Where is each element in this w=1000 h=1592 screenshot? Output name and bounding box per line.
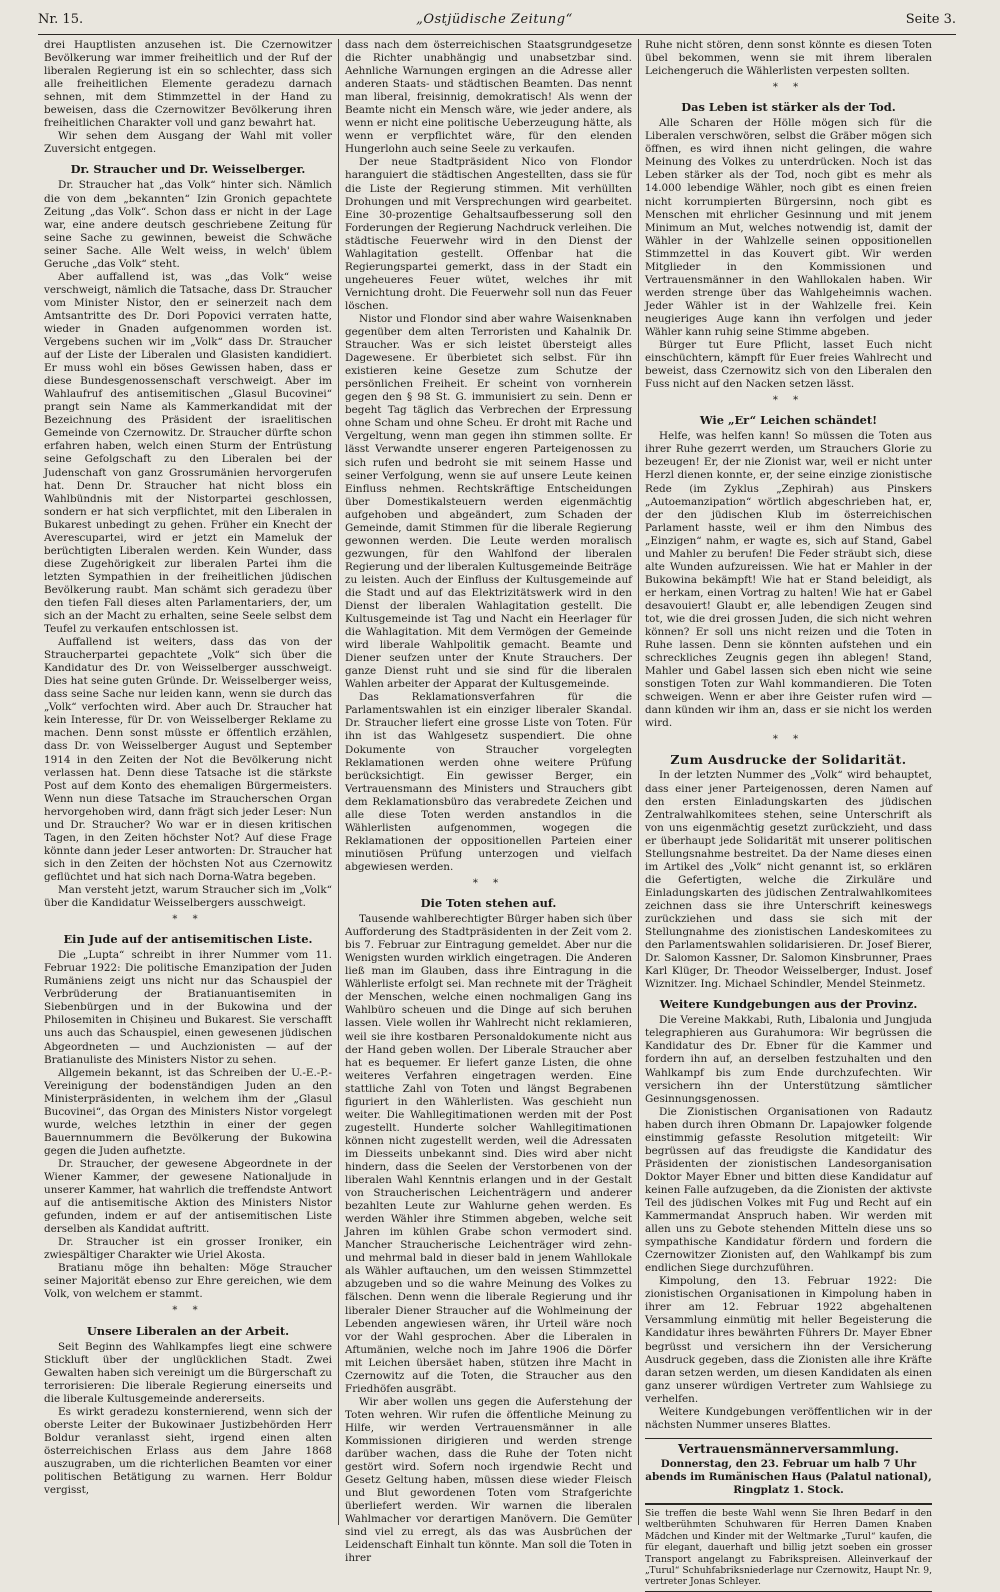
paragraph: Seit Beginn des Wahlkampfes liegt eine schwere Stickluft über der unglücklichen Stadt. Zwei Gewalten haben sich vereinigt um die Bürgerschaft zu terrorisieren: Die liberale Regierung einerseits und die liberale Kultusgemeinde andererseits. <box>44 1340 332 1405</box>
paragraph: Weitere Kundgebungen veröffentlichen wir in der nächsten Nummer unseres Blattes. <box>645 1405 932 1431</box>
headline-leben-staerker: Das Leben ist stärker als der Tod. <box>681 100 896 115</box>
paragraph: Der neue Stadtpräsident Nico von Flondor haranguiert die städtischen Angestellten, dass sie für die Liste der Regierung stimmen. Mit verhüllten Drohungen und mit Versprechungen wird gearbeitet. Eine 30-prozentige Gehaltsaufbesserung soll den Forderungen der Regierung Nachdruck verleihen. Die städtische Feuerwehr wird in den Dienst der Wahlagitation gestellt. Offenbar hat die Regierungspartei gemerkt, dass in der Stadt ein ungeheueres Feuer wütet, welches ihr mit Vernichtung droht. Die Feuerwehr soll nun das Feuer löschen. <box>345 156 632 312</box>
paragraph: Auffallend ist weiters, dass das von der Straucherpartei gepachtete „Volk“ sich über die Kandidatur des Dr. von Weisselberger ausschweigt. Dies hat seine guten Gründe. Dr. Weisselberger weiss, dass seine Sache nur leiden kann, wenn sie durch das „Volk“ verfochten wird. Aber auch Dr. Straucher hat kein Interesse, für Dr. von Weisselberger Reklame zu machen. Denn sonst müsste er öffentlich erzählen, dass Dr. von Weisselberger August und September 1914 in den Zeiten der Not die Bevölkerung nicht verlassen hat. Denn diese Tatsache ist die stärkste Post auf dem Konto des ehemaligen Bürgermeisters. Wenn nun diese Tatsache im Straucherschen Organ hervorgehoben wird, dann frägt sich jeder Leser: Nun und Dr. Straucher? Wo war er in diesen kritischen Tagen, in den Zeiten höchster Not? Auf diese Frage könnte dann jeder Leser antworten: Dr. Straucher hat sich in den Zeiten der höchsten Not aus Czernowitz geflüchtet und hat sich nach Dorna-Watra begeben. <box>44 636 332 883</box>
page-number: Seite 3. <box>905 12 956 27</box>
headline-jude-antisemitische-liste: Ein Jude auf der antisemitischen Liste. <box>63 932 313 947</box>
headline-leichen-schaendet: Wie „Er“ Leichen schändet! <box>699 413 878 428</box>
page-header <box>38 12 956 35</box>
paragraph: Man versteht jetzt, warum Straucher sich im „Volk“ über die Kandidatur Weisselbergers ausschweigt. <box>44 884 332 910</box>
paragraph: Dr. Straucher, der gewesene Abgeordnete in der Wiener Kammer, der gewesene Nationaljude in unserer Kammer, hat wahrlich die treffendste Antwort auf die antisemitische Aktion des Ministers Nistor gefunden, indem er auf der antisemitischen Liste derselben als Kandidat auftritt. <box>44 1157 332 1236</box>
headline-liberalen-arbeit: Unsere Liberalen an der Arbeit. <box>86 1323 290 1338</box>
column-1 <box>38 39 338 1525</box>
newspaper-title: „Ostjüdische Zeitung“ <box>416 12 573 27</box>
paragraph: Das Reklamationsverfahren für die Parlamentswahlen ist ein einziger liberaler Skandal. Dr. Straucher liefert eine grosse Liste von Toten. Für ihn ist das Wahlgesetz suspendiert. Die ohne Dokumente von Straucher vorgelegten Reklamationen werden ohne weitere Prüfung berücksichtigt. Ein gewisser Berger, ein Vertrauensmann des Ministers und Strauchers gibt dem Reklamationsbüro das verabredete Zeichen und alle diese Toten werden anstandlos in die Wählerlisten aufgenommen, wogegen die Reklamationen der oppositionellen Parteien einer minutiösen Prüfung unterzogen und vielfach abgewiesen werden. <box>345 691 632 873</box>
paragraph: Kimpolung, den 13. Februar 1922: Die zionistischen Organisationen in Kimpolung haben in ihrer am 12. Februar 1922 abgehaltenen Versammlung einmütig mit heller Begeisterung die Kandidatur ihres bewährten Führers Dr. Mayer Ebner begrüsst und versichern ihn der Versicherung Ausdruck gegeben, dass die Zionisten alle ihre Kräfte daran setzen werden, um diesen Kandidaten als einen ganz unserer würdigen Vertreter zum Wahlsiege zu verhelfen. <box>645 1275 932 1405</box>
paragraph: Wir sehen dem Ausgang der Wahl mit voller Zuversicht entgegen. <box>44 130 332 156</box>
paragraph: In der letzten Nummer des „Volk“ wird behauptet, dass einer jener Parteigenossen, deren Namen auf den ersten Einladungskarten des jüdischen Zentralwahlkomitees stehen, seine Unterschrift als von uns eigenmächtig gesetzt zurückzieht, und dass er überhaupt jede Solidarität mit unserer politischen Stellungsnahme bestreitet. Da der Name dieses einen im Artikel des „Volk“ nicht genannt ist, so erklären die Gefertigten, welche die Zirkuläre und Einladungskarten des jüdischen Zentralwahlkomitees zeichnen dass sie ihre Unterschrift keineswegs zurückziehen und dass sie sich mit der Stellungnahme des zionistischen Landeskomitees zu den Parlamentswahlen solidarisieren. Dr. Josef Bierer, Dr. Salomon Kassner, Dr. Salomon Kinsbrunner, Praes Karl Klüger, Dr. Theodor Weisselberger, Indust. Josef Wiznitzer. Ing. Michael Schindler, Mendel Steinmetz. <box>645 769 932 991</box>
paragraph: Die Zionistischen Organisationen von Radautz haben durch ihren Obmann Dr. Lapajowker folgende einstimmig gefasste Resolution mitgeteilt: Wir begrüssen auf das freudigste die Kandidatur des Präsidenten der zionistischen Landesorganisation Doktor Mayer Ebner und bitten diese Kandidatur auf keinen Falle aufzugeben, da die Zionisten der aktivste Teil des jüdischen Volkes mit Fug und Recht auf ein Kammermandat Anspruch haben. Wir werden mit allen uns zu Gebote stehenden Mitteln diese uns so sympathische Kandidatur fördern und fordern die Czernowitzer Zionisten auf, den Wahlkampf bis zum endlichen Siege durchzuführen. <box>645 1105 932 1275</box>
paragraph: Bürger tut Eure Pflicht, lasset Euch nicht einschüchtern, kämpft für Euer freies Wahlrecht und beweist, dass Czernowitz sich von den Liberalen den Fuss nicht auf den Nacken setzen lässt. <box>645 339 932 391</box>
headline-toten-stehen-auf: Die Toten stehen auf. <box>420 896 557 911</box>
section-divider: * * <box>772 734 805 746</box>
section-divider: * * <box>772 395 805 407</box>
paragraph: Dr. Straucher ist ein grosser Ironiker, ein zwiespältiger Charakter wie Uriel Akosta. <box>44 1236 332 1262</box>
column-3 <box>638 39 938 1588</box>
paragraph: Die „Lupta“ schreibt in ihrer Nummer vom 11. Februar 1922: Die politische Emanzipation der Juden Rumäniens zeigt uns nicht nur das Schauspiel der Verbrüderung der Bratianuantisemiten in Siebenbürgen und in der Bukowina und der Philosemiten in Chișineu und Bukarest. Sie verschafft uns auch das Schauspiel, einen gewesenen jüdischen Abgeordneten — und Auchzionisten — auf der Bratianuliste des Ministers Nistor zu sehen. <box>44 949 332 1066</box>
paragraph: Die Vereine Makkabi, Ruth, Libalonia und Jungjuda telegraphieren aus Gurahumora: Wir begrüssen die Kandidatur des Dr. Ebner für die Kammer und fordern ihn auf, an derselben festzuhalten und den Wahlkampf bis zum Ende durchzufechten. Wir versichern ihn der Unterstützung sämtlicher Gesinnungsgenossen. <box>645 1014 932 1105</box>
shoe-advertisement <box>645 1503 932 1592</box>
meeting-notice <box>645 1438 932 1497</box>
paragraph: Aber auffallend ist, was „das Volk“ weise verschweigt, nämlich die Tatsache, dass Dr. Straucher vom Minister Nistor, den er seinerzeit nach dem Amtsantritte des Dr. Dori Popovici verraten hatte, wieder in Gnaden aufgenommen worden ist. Vergebens suchen wir im „Volk“ dass Dr. Straucher auf der Liste der Liberalen und Glasisten kandidiert. Er muss wohl ein böses Gewissen haben, dass er diese Bundesgenossenschaft verschweigt. Aber im Wahlaufruf des antisemitischen „Glasul Bucovinei“ prangt sein Name als Kammerkandidat mit der Bezeichnung des Präsident der israelitischen Gemeinde von Czernowitz. Dr. Straucher dürfte schon erfahren haben, welch einen Sturm der Entrüstung seine Gefolgschaft zu den Liberalen bei der Judenschaft von ganz Grossrumänien hervorgerufen hat. Denn Dr. Straucher hat nicht bloss ein Wahlbündnis mit der Nistorpartei geschlossen, sondern er hat sich verpflichtet, mit den Liberalen in Bukarest unbedingt zu gehen. Früher ein Knecht der Averescupartei, wird er jetzt ein Mameluk der berüchtigten Liberalen werden. Kein Wunder, dass diese Zugehörigkeit zur liberalen Partei ihm die letzten Sympathien in der freiheitlichen jüdischen Bevölkerung raubt. Man schämt sich geradezu über den tiefen Fall dieses alten Parlamentariers, der, um sich an der Macht zu erhalten, seine Seele selbst dem Teufel zu verkaufen entschlossen ist. <box>44 270 332 636</box>
paragraph: Wir aber wollen uns gegen die Auferstehung der Toten wehren. Wir rufen die öffentliche Meinung zu Hilfe, wir werden Vertrauensmänner in alle Kommissionen dirigieren und werden strenge darüber wachen, dass die Ruhe der Toten nicht gestört wird. Sofern noch irgendwie Recht und Gesetz Geltung haben, müssen diese wieder Fleisch und Blut gewordenen Toten vom Strafgerichte überliefert werden. Wir warnen die liberalen Wahlmacher vor derartigen Manövern. Die Gemüter sind viel zu erregt, als das was Ausbrüchen der Leidenschaft Einhalt tun könnte. Man soll die Toten in ihrer <box>345 1395 632 1565</box>
paragraph: Alle Scharen der Hölle mögen sich für die Liberalen verschwören, selbst die Gräber mögen sich öffnen, es wird ihnen nicht gelingen, die wahre Meinung des Volkes zu unterdrücken. Noch ist das Leben stärker als der Tod, noch gibt es mehr als 14.000 lebendige Wähler, noch gibt es einen freien nicht korrumpierten Bürgersinn, noch gibt es Menschen mit ehrlicher Gesinnung und mit jenem Minimum an Mut, welches notwendig ist, damit der Wähler in der Wahlzelle seinen oppositionellen Stimmzettel in das Kouvert gibt. Wir werden Mitglieder in den Kommissionen und Vertrauensmänner in den Wahllokalen haben. Wir werden strenge über das Wahlgeheimnis wachen. Jeder Wähler ist in der Wahlzelle frei. Kein neugieriges Auge kann ihn verfolgen und jeder Wähler kann ruhig seine Stimme abgeben. <box>645 117 932 338</box>
section-divider: * * <box>172 914 204 926</box>
paragraph: Es wirkt geradezu konsternierend, wenn sich der oberste Leiter der Bukowinaer Justizbehörden Herr Boldur veranlasst sieht, irgend einen alten österreichischen Erlass aus dem Jahre 1868 auszugraben, um die richterlichen Beamten vor einer politischen Betätigung zu warnen. Herr Boldur vergisst, <box>44 1405 332 1497</box>
paragraph: Ruhe nicht stören, denn sonst könnte es diesen Toten übel bekommen, wenn sie mit ihrem liberalen Leichengeruch die Wählerlisten verpesten sollten. <box>645 39 932 78</box>
meeting-notice-text: Donnerstag, den 23. Februar um halb 7 Uhr abends im Rumänischen Haus (Palatul national), Ringplatz 1. Stock. <box>645 1457 932 1496</box>
paragraph: drei Hauptlisten anzusehen ist. Die Czernowitzer Bevölkerung war immer freiheitlich und der Ruf der liberalen Regierung ist ein so schlechter, dass sich alle freiheitlichen Elemente geradezu darnach sehnen, mit dem Stimmzettel in der Hand zu beweisen, dass die Czernowitzer Bevölkerung ihren freiheitlichen Charakter voll und ganz bewahrt hat. <box>44 39 332 130</box>
article-columns <box>38 39 956 1588</box>
headline-straucher-weisselberger: Dr. Straucher und Dr. Weisselberger. <box>70 162 306 177</box>
paragraph: Tausende wahlberechtigter Bürger haben sich über Aufforderung des Stadtpräsidenten in der Zeit vom 2. bis 7. Februar zur Eintragung gemeldet. Aber nur die Wenigsten wurden wirklich eingetragen. Die Anderen ließ man im Glauben, dass ihre Eintragung in die Wählerliste erfolgt sei. Man rechnete mit der Trägheit der Menschen, welche einen nochmaligen Gang ins Wahlbüro scheuen und die Dinge auf sich beruhen lassen. Viele wollen ihr Wahlrecht nicht reklamieren, weil sie ihre kostbaren Personaldokumente nicht aus der Hand geben wollen. Der Liberale Straucher aber hat es bequemer. Er liefert ganze Listen, die ohne weiteres Verfahren eingetragen werden. Eine stattliche Zahl von Toten und längst Begrabenen figuriert in den Wählerlisten. Was geschieht nun weiter. Die Wahllegitimationen werden mit der Post zugestellt. Hunderte solcher Wahllegitimationen können nicht zugestellt werden, weil die Adressaten im Diesseits unbekannt sind. Dies wird aber nicht hindern, dass die Seelen der Verstorbenen von der liberalen Wahl Kenntnis erlangen und in der Gestalt von Straucherischen Leichenträgern und anderer bezahlten Leute zur Wahlurne gehen werden. Es werden Wähler ihre Stimmen abgeben, welche seit Jahren im kühlen Grabe schon vermodert sind. Mancher Straucherische Leichenträger wird zehn- und mehrmal bald in dieser bald in jenem Wahllokale als Wähler auftauchen, um den weissen Stimmzettel abzugeben und so die wahre Meinung des Volkes zu fälschen. Denn wenn die liberale Regierung und ihr liberaler Diener Straucher auf die Wohlmeinung der Lebenden angewiesen wären, ihr Urteil wäre noch vor der Wahl gesprochen. Aber die Liberalen in Aftumänien, welche noch im Jahre 1906 die Dörfer mit Leichen übersäet haben, stützen ihre Macht in Czernowitz auf die Toten, die Straucher aus den Friedhöfen ausgräbt. <box>345 913 632 1395</box>
paragraph: Bratianu möge ihn behalten: Möge Straucher seiner Majorität ebenso zur Ehre gereichen, wie dem Volk, von welchem er stammt. <box>44 1262 332 1301</box>
section-divider: * * <box>172 1305 204 1317</box>
paragraph: Nistor und Flondor sind aber wahre Waisenknaben gegenüber dem alten Terroristen und Kahalnik Dr. Straucher. Was er sich leistet übersteigt alles Dagewesene. Er überbietet sich selbst. Für ihn existieren keine Gesetze zum Schutze der persönlichen Freiheit. Er scheint von vornherein gegen den § 98 St. G. immunisiert zu sein. Denn er begeht Tag täglich das Verbrechen der Erpressung ohne Scham und ohne Scheu. Er droht mit Rache und Vergeltung, wenn man gegen ihn stimmen sollte. Er lässt Verwandte unserer engeren Parteigenossen zu sich rufen und bedroht sie mit seinem Hasse und seiner Verfolgung, wenn sie auf unsere Leute keinen Einfluss nehmen. Rechtskräftige Entscheidungen über Domestikalsteuern werden eigenmächtig aufgehoben und abgeändert, zum Schaden der Gemeinde, damit Stimmen für die liberale Regierung gewonnen werden. Die Leute werden moralisch gezwungen, für den Wahlfond der liberalen Regierung und der liberalen Kultusgemeinde Beiträge zu leisten. Auch der Einfluss der Kultusgemeinde auf die Stadt und auf das Elektrizitätswerk wird in den Dienst der liberalen Wahlagitation gestellt. Die Kultusgemeinde ist Tag und Nacht ein Heerlager für die Wahlagitation. Mit dem Vermögen der Gemeinde wird liberale Wahlpolitik gemacht. Beamte und Diener seufzen unter der Knute Strauchers. Der ganze Dienst ruht und sie sind für die liberalen Wahlen arbeiter der Apparat der Kultusgemeinde. <box>345 312 632 691</box>
issue-number: Nr. 15. <box>38 12 84 27</box>
section-divider: * * <box>472 878 505 889</box>
meeting-notice-title: Vertrauensmännerversammlung. <box>678 1441 899 1456</box>
headline-solidaritaet: Zum Ausdrucke der Solidarität. <box>670 752 907 768</box>
headline-kundgebungen-provinz: Weitere Kundgebungen aus der Provinz. <box>659 997 918 1012</box>
paragraph: dass nach dem österreichischen Staatsgrundgesetze die Richter unabhängig und unabsetzbar sind. Aehnliche Warnungen ergingen an die Adresse aller anderen Staats- und städtischen Beamten. Das nennt man liberal, freisinnig, demokratisch! Als wenn der Beamte nicht ein Mensch wäre, wie jeder andere, als wenn er nicht eine politische Ueberzeugung hätte, als wenn er verpflichtet wäre, für den elenden Hungerlohn auch seine Seele zu verkaufen. <box>345 39 632 156</box>
paragraph: Helfe, was helfen kann! So müssen die Toten aus ihrer Ruhe gezerrt werden, um Strauchers Glorie zu bezeugen! Er, der nie Zionist war, weil er nicht unter Herzl dienen konnte, er, der seine einzige zionistische Rede (im Zyklus „Zephirah) aus Pinskers „Autoemanzipation“ wörtlich abgeschrieben hat, er, der den jüdischen Klub im österreichischen Parlament hasste, weil er ihm den Nimbus des „Einzigen“ nahm, er wagte es, sich auf Stand, Gabel und Mahler zu berufen! Die Feder sträubt sich, diese alte Wunden aufzureissen. Wie hat er Mahler in der Bukowina bekämpft! Wie hat er Stand beleidigt, als er herkam, einen Vortrag zu halten! Wie hat er Gabel desavouiert! Glaubt er, alle lebendigen Zeugen sind tot, wie die drei grossen Juden, die sich nicht wehren können? Er soll uns nicht reizen und die Toten in Ruhe lassen. Denn sie könnten aufstehen und ein schreckliches Zeugnis gegen ihn ablegen! Stand, Mahler und Gabel lassen sich eben nicht wie seine sonstigen Toten zur Wahl kommandieren. Die Toten schweigen. Wenn er aber ihre Geister rufen wird — dann künden wir ihm an, dass er sie nicht los werden wird. <box>645 430 932 730</box>
paragraph: Dr. Straucher hat „das Volk“ hinter sich. Nämlich die von dem „bekannten“ Izin Gronich gepachtete Zeitung „das Volk“. Schon dass er nicht in der Lage war, eine andere deutsch geschriebene Zeitung für seine Sache zu gewinnen, beweist die Schwäche seiner Sache. Alle Welt weiss, in welch' üblem Geruche „das Volk“ steht. <box>44 179 332 270</box>
column-2 <box>338 39 638 1565</box>
advertisement-text: Sie treffen die beste Wahl wenn Sie Ihren Bedarf in den weltberühmten Schuhwaren für Herren Damen Knaben Mädchen und Kinder mit der Weltmarke „Turul“ kaufen, die für elegant, dauerhaft und billig jetzt soeben ein grosser Transport angelangt zu Fabrikspreisen. Alleinverkauf der „Turul“ Schuhfabriksniederlage nur Czernowitz, Haupt Nr. 9, vertreter Jonas Schleyer. <box>645 1508 932 1588</box>
section-divider: * * <box>772 82 805 94</box>
paragraph: Allgemein bekannt, ist das Schreiben der U.-E.-P.-Vereinigung der bodenständigen Juden an den Ministerpräsidenten, in welchem ihm der „Glasul Bucovinei“, das Organ des Ministers Nistor vorgelegt wurde, welches letzthin in einer der gegen Bauernnummern die Bevölkerung der Bukowina gegen die Juden aufhetzte. <box>44 1066 332 1157</box>
